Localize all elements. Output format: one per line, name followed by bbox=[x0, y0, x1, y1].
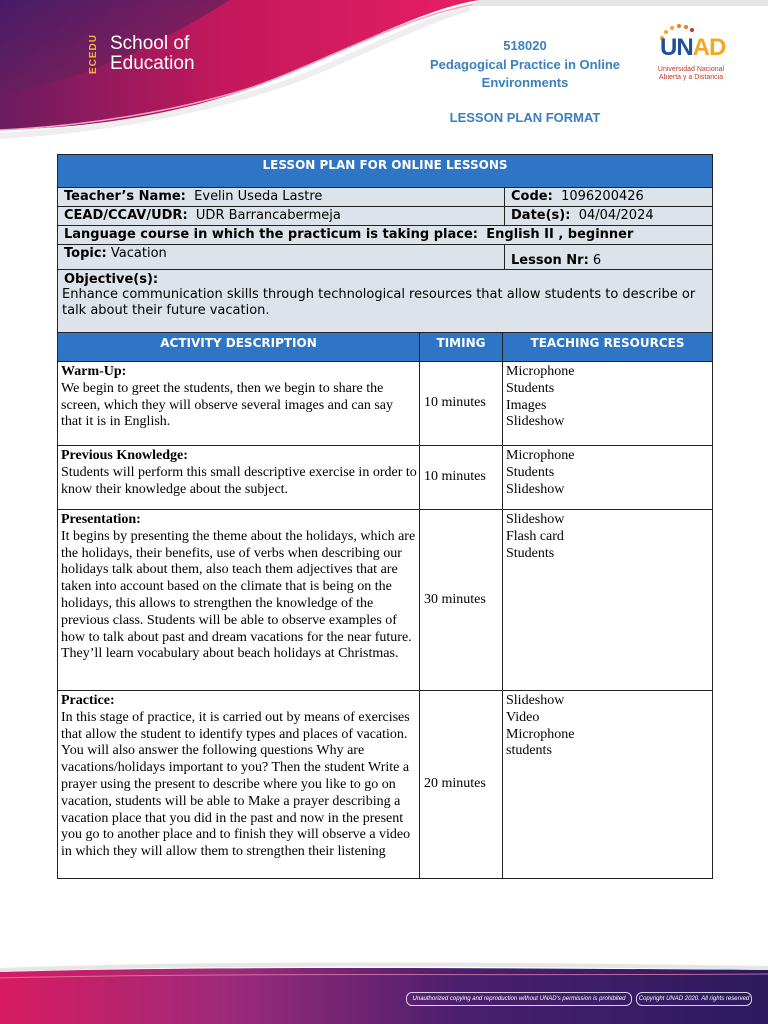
footer-banner bbox=[0, 958, 768, 1024]
resource-item: Slideshow bbox=[506, 414, 565, 430]
resource-item: Microphone bbox=[506, 726, 575, 742]
activity-timing: 30 minutes bbox=[420, 510, 503, 691]
teaching-resources-header: TEACHING RESOURCES bbox=[503, 333, 713, 362]
resource-item: Microphone bbox=[506, 448, 575, 463]
code-label: Code: bbox=[511, 189, 553, 204]
unad-wordmark-ad: AD bbox=[692, 34, 726, 61]
activity-description-cell bbox=[58, 510, 420, 691]
activity-description-cell bbox=[58, 362, 420, 446]
cead-label: CEAD/CCAV/UDR: bbox=[64, 208, 188, 223]
activity-description: In this stage of practice, it is carried out by means of exercises that allow the student to identify types and places of vacation. You will also answer the following questions Why are vacations/holidays important to you? Then the student Write a prayer using the present to describe where you like to go on vacation, students will be able to Make a prayer describing a vacation place that you did in the past and now in the present you go to another place and to finish they will observe a video in which they will allow them to strengthen their listening bbox=[61, 709, 411, 860]
resource-item: Students bbox=[506, 464, 555, 480]
resource-item: Video bbox=[506, 709, 540, 725]
activity-description: It begins by presenting the theme about the holidays, which are the holidays, their benefits, use of verbs when describing our holidays talk about them, also teach them adjectives that are taken into account based on the climate that is being on the holidays, this allows to strengthen the knowledge of the previous class. Students will be able to observe examples of how to talk about past and dream vacations for the near future. They’ll learn vocabulary about beach holidays at Christmas. bbox=[61, 528, 416, 662]
cead-value: UDR Barrancabermeja bbox=[195, 208, 341, 223]
activity-description: Students will perform this small descriptive exercise in order to know their knowledge about the subject. bbox=[61, 464, 417, 497]
activity-description: We begin to greet the students, then we begin to share the screen, which they will observe several images and can say that it is in English. bbox=[61, 380, 393, 430]
unad-wordmark-un: UN bbox=[660, 34, 693, 61]
footer-notice: Unauthorized copying and reproduction without UNAD's permission is prohibited bbox=[406, 992, 632, 1006]
date-label: Date(s): bbox=[511, 208, 571, 223]
resource-item: Flash card bbox=[506, 528, 564, 544]
resource-item: Slideshow bbox=[506, 481, 565, 497]
course-code: 518020 bbox=[503, 38, 547, 53]
teacher-name-cell bbox=[58, 188, 505, 207]
date-value: 04/04/2024 bbox=[578, 208, 654, 223]
activity-row-practice bbox=[58, 691, 713, 879]
objectives-text: Enhance communication skills through technological resources that allow students to describe or talk about their future vacation. bbox=[62, 287, 696, 318]
activity-resources-cell bbox=[503, 510, 713, 691]
school-name-line2: Education bbox=[110, 53, 195, 74]
activity-row-previous-knowledge bbox=[58, 446, 713, 510]
ecedu-vertical-label: ECEDU bbox=[88, 33, 99, 74]
unad-wordmark bbox=[660, 34, 725, 62]
resource-item: Images bbox=[506, 397, 547, 413]
lesson-plan-title: LESSON PLAN FOR ONLINE LESSONS bbox=[58, 155, 713, 188]
activity-resources-cell bbox=[503, 446, 713, 510]
activity-row-warm-up bbox=[58, 362, 713, 446]
activities-header-row bbox=[58, 333, 713, 362]
activity-description-header: ACTIVITY DESCRIPTION bbox=[58, 333, 420, 362]
footer-copyright: Copyright UNAD 2020. All rights reserved bbox=[636, 992, 752, 1006]
topic-cell bbox=[58, 245, 505, 270]
course-name-line2: Environments bbox=[481, 75, 569, 90]
header-banner bbox=[0, 0, 768, 150]
activity-title: Practice: bbox=[61, 693, 115, 708]
unad-logo bbox=[650, 24, 732, 90]
activity-description-cell bbox=[58, 446, 420, 510]
objectives-label: Objective(s): bbox=[64, 272, 159, 287]
activity-description-cell bbox=[58, 691, 420, 879]
resource-item: students bbox=[506, 743, 552, 759]
lesson-number-label: Lesson Nr: bbox=[511, 253, 589, 268]
resource-item: Microphone bbox=[506, 364, 575, 379]
lesson-info-table bbox=[57, 154, 713, 333]
activities-table bbox=[57, 332, 713, 879]
cead-cell bbox=[58, 207, 505, 226]
resource-item: Slideshow bbox=[506, 693, 565, 708]
activity-timing: 20 minutes bbox=[420, 691, 503, 879]
activity-title: Warm-Up: bbox=[61, 364, 127, 379]
unad-subtitle-line1: Universidad Nacional bbox=[657, 66, 725, 73]
course-name bbox=[420, 56, 630, 92]
activity-resources-cell bbox=[503, 691, 713, 879]
code-cell bbox=[505, 188, 713, 207]
document-title: LESSON PLAN FORMAT bbox=[449, 110, 601, 125]
code-value: 1096200426 bbox=[561, 189, 644, 204]
lesson-number-value: 6 bbox=[592, 253, 602, 268]
timing-header: TIMING bbox=[420, 333, 503, 362]
activity-timing: 10 minutes bbox=[420, 446, 503, 510]
teacher-name-value: Evelin Useda Lastre bbox=[194, 189, 323, 204]
teacher-name-label: Teacher’s Name: bbox=[64, 189, 186, 204]
language-course-label: Language course in which the practicum is taking place: bbox=[64, 227, 478, 242]
school-name-line1: School of bbox=[110, 33, 190, 54]
activity-row-presentation bbox=[58, 510, 713, 691]
objectives-cell bbox=[58, 270, 713, 333]
date-cell bbox=[505, 207, 713, 226]
language-course-value: English II , beginner bbox=[486, 227, 634, 242]
lesson-number-cell bbox=[505, 245, 713, 270]
activity-resources-cell bbox=[503, 362, 713, 446]
resource-item: Students bbox=[506, 545, 555, 561]
topic-label: Topic: bbox=[64, 246, 107, 261]
language-course-cell bbox=[58, 226, 713, 245]
course-name-line1: Pedagogical Practice in Online bbox=[429, 57, 620, 72]
unad-subtitle-line2: Abierta y a Distancia bbox=[658, 74, 724, 81]
footer-graphic bbox=[0, 958, 768, 1024]
activity-timing: 10 minutes bbox=[420, 362, 503, 446]
resource-item: Slideshow bbox=[506, 512, 565, 527]
topic-value: Vacation bbox=[110, 246, 167, 261]
activity-title: Presentation: bbox=[61, 512, 141, 527]
activity-title: Previous Knowledge: bbox=[61, 448, 188, 463]
resource-item: Students bbox=[506, 380, 555, 396]
